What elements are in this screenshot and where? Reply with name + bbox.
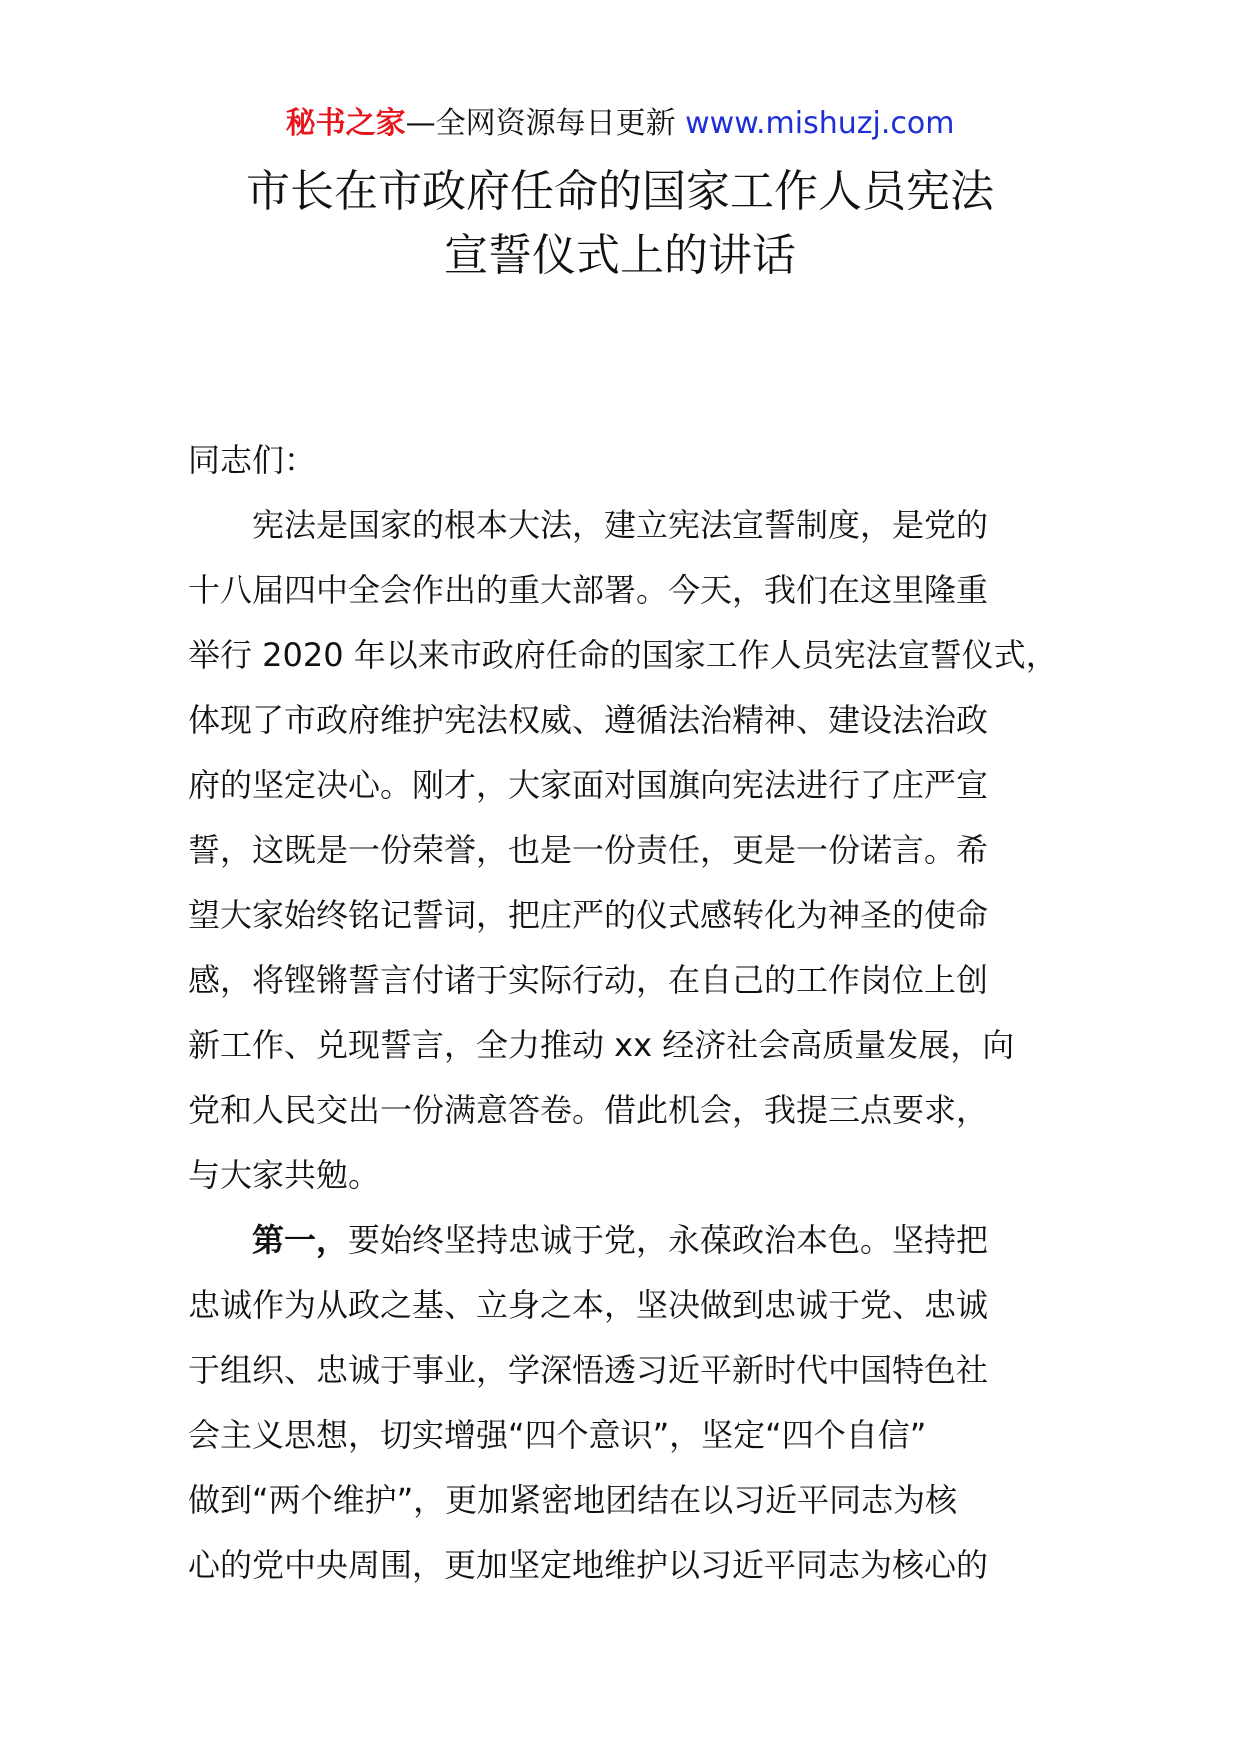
section-lead: 第一，	[252, 1221, 349, 1259]
paragraph-line: 心的党中央周围，更加坚定地维护以习近平同志为核心的	[188, 1546, 989, 1584]
paragraph-line: 体现了市政府维护宪法权威、遵循法治精神、建设法治政	[188, 701, 989, 739]
paragraph-line: 十八届四中全会作出的重大部署。今天，我们在这里隆重	[188, 571, 989, 609]
paragraph-line: 举行 2020 年以来市政府任命的国家工作人员宪法宣誓仪式，	[188, 636, 1058, 674]
paragraph-line: 忠诚作为从政之基、立身之本，坚决做到忠诚于党、忠诚	[188, 1286, 989, 1324]
document-body	[188, 428, 1088, 1598]
site-header	[0, 102, 1240, 146]
paragraph-line: 誓，这既是一份荣誉，也是一份责任，更是一份诺言。希	[188, 831, 989, 869]
site-slogan: —全网资源每日更新	[405, 106, 676, 141]
paragraph-line: 府的坚定决心。刚才，大家面对国旗向宪法进行了庄严宣	[188, 766, 989, 804]
paragraph-line: 与大家共勉。	[188, 1156, 381, 1194]
paragraph-line: 做到“两个维护”，更加紧密地团结在以习近平同志为核	[188, 1481, 958, 1519]
salutation: 同志们：	[188, 441, 317, 479]
paragraph-line: 会主义思想，切实增强“四个意识”，坚定“四个自信”	[188, 1416, 927, 1454]
paragraph-line	[188, 1208, 1088, 1273]
paragraph-line: 宪法是国家的根本大法，建立宪法宣誓制度，是党的	[252, 506, 989, 544]
section-heading-text: 要始终坚持忠诚于党，永葆政治本色。坚持把	[348, 1221, 989, 1259]
title-line-1: 市长在市政府任命的国家工作人员宪法	[246, 166, 994, 217]
title-line-2: 宣誓仪式上的讲话	[444, 230, 796, 281]
paragraph-line: 党和人民交出一份满意答卷。借此机会，我提三点要求，	[188, 1091, 989, 1129]
site-brand: 秘书之家	[285, 106, 406, 141]
document-title	[0, 160, 1240, 288]
paragraph-line: 于组织、忠诚于事业，学深悟透习近平新时代中国特色社	[188, 1351, 989, 1389]
site-url-link[interactable]: www.mishuzj.com	[685, 106, 955, 141]
paragraph-line: 感，将铿锵誓言付诸于实际行动，在自己的工作岗位上创	[188, 961, 989, 999]
paragraph-line: 望大家始终铭记誓词，把庄严的仪式感转化为神圣的使命	[188, 896, 989, 934]
paragraph-line: 新工作、兑现誓言，全力推动 xx 经济社会高质量发展，向	[188, 1026, 1015, 1064]
